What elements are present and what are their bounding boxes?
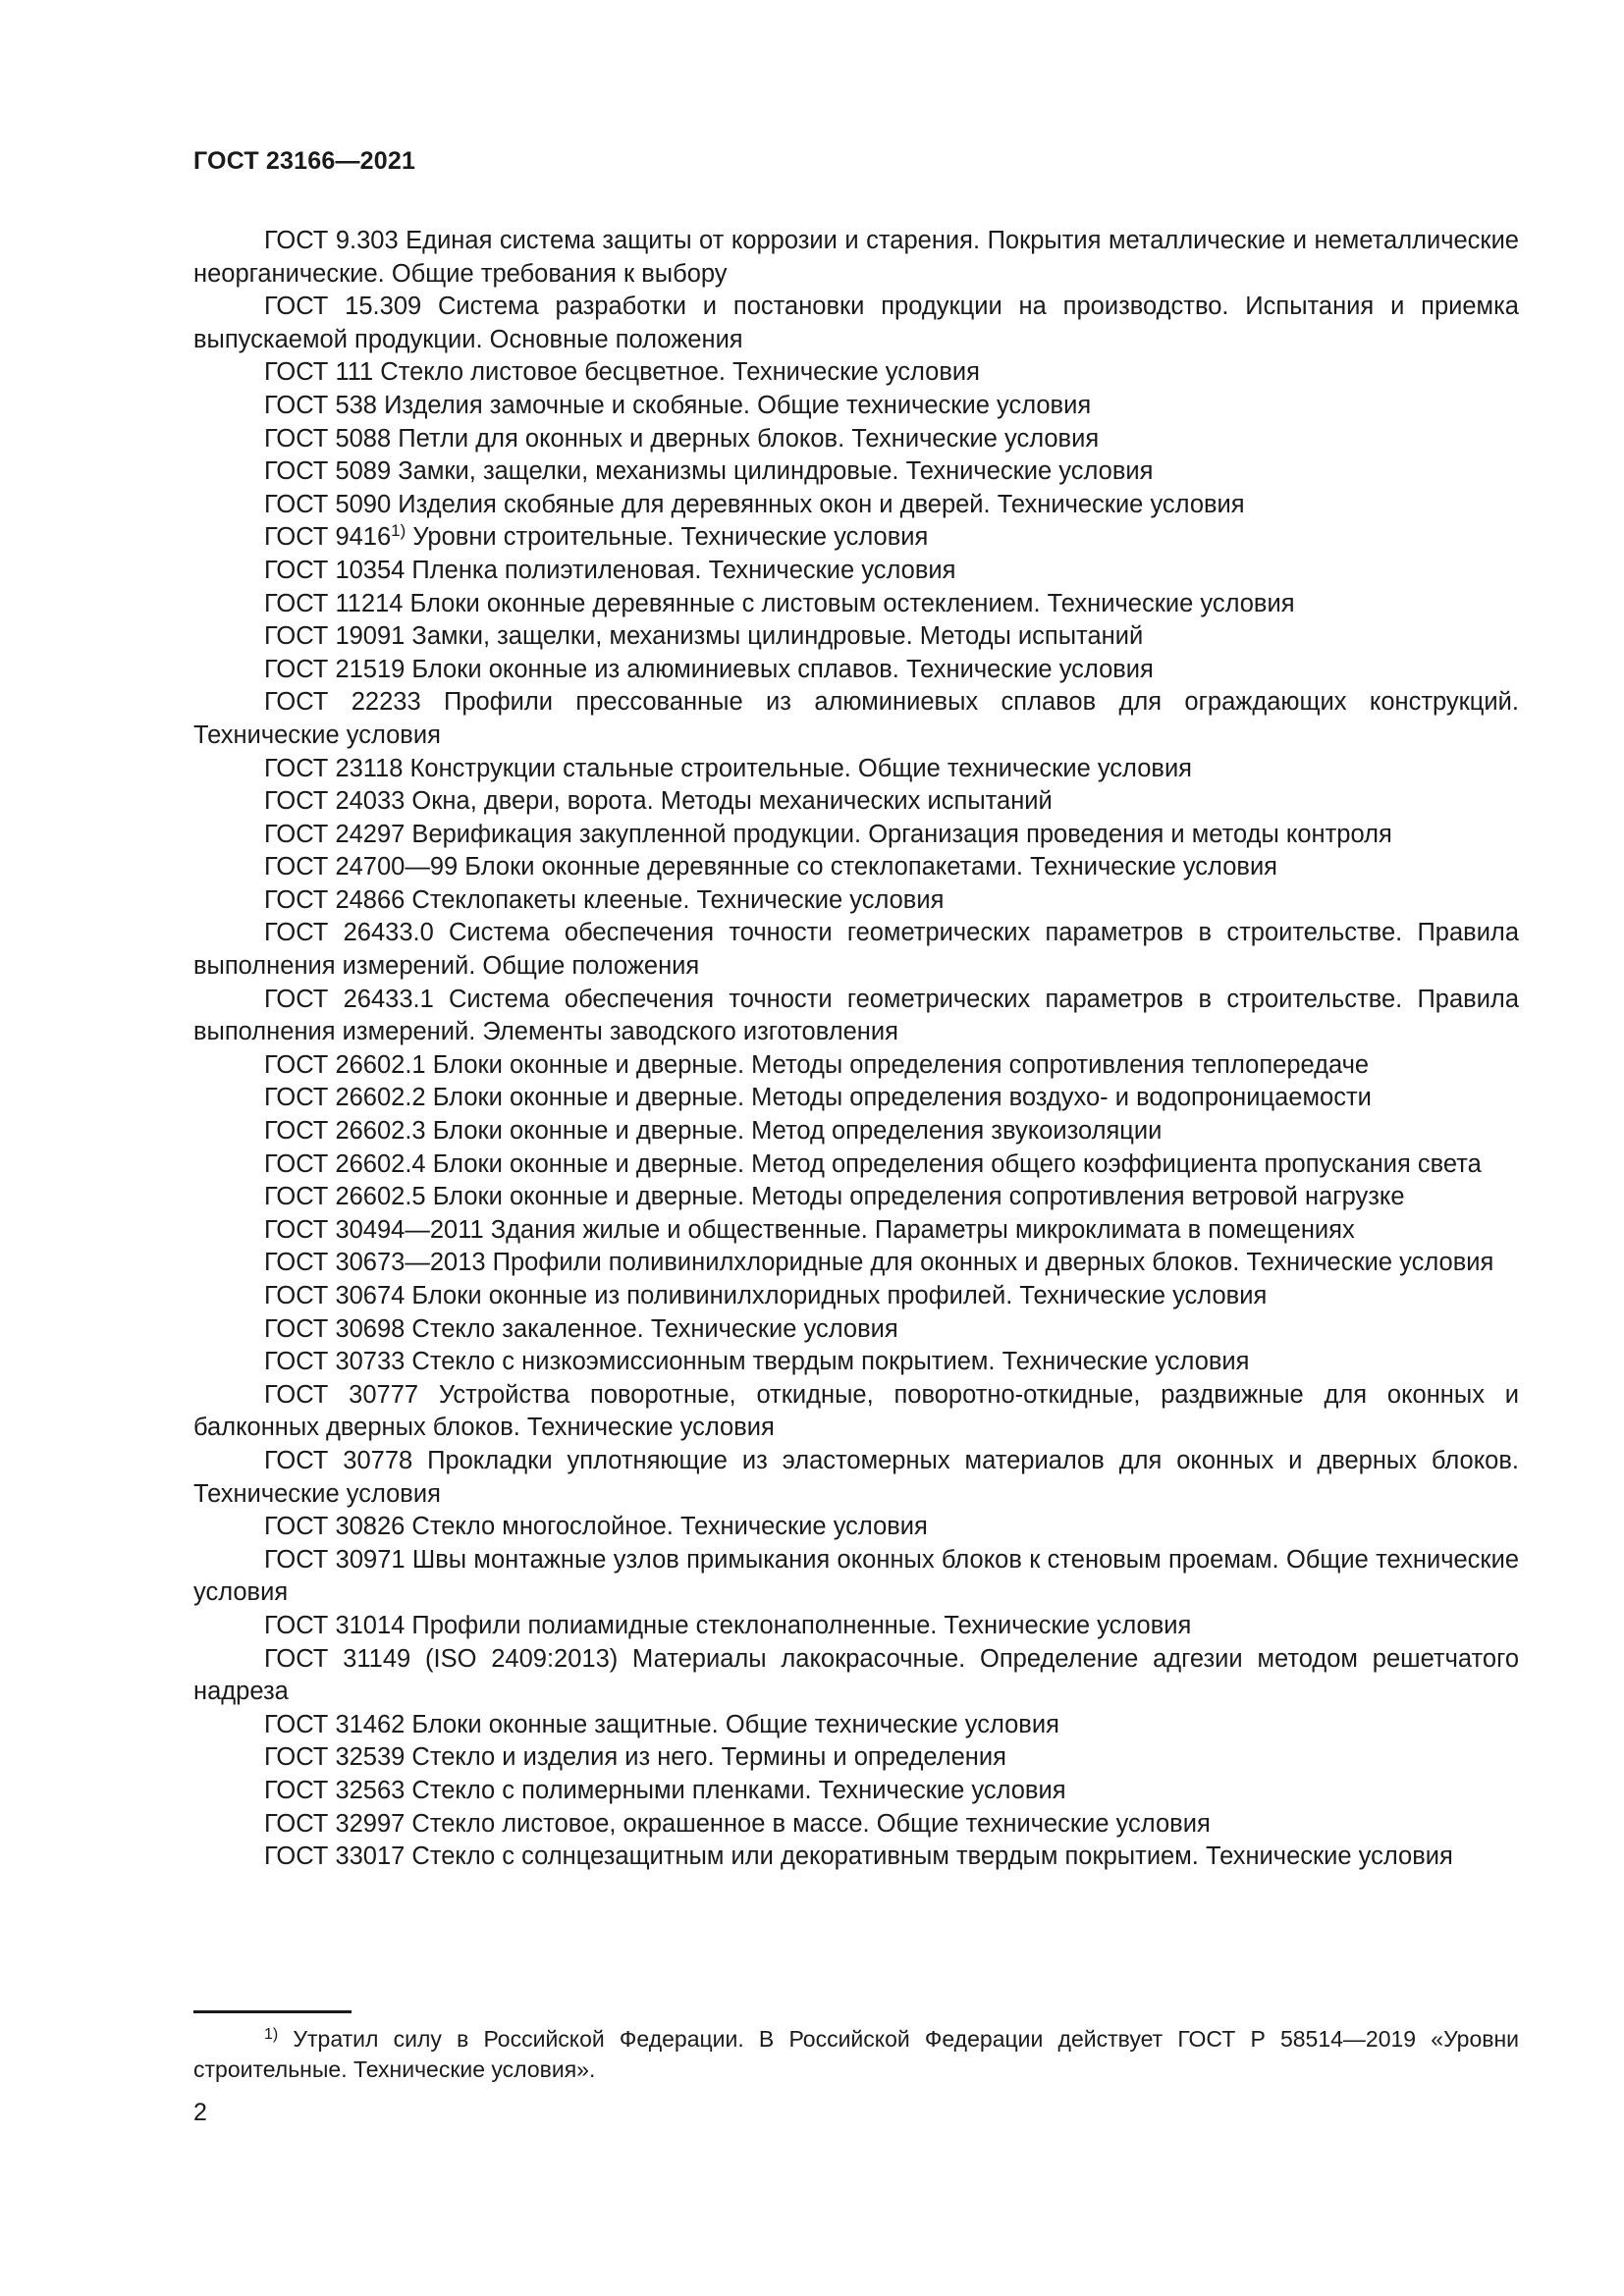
reference-text: ГОСТ 9.303 Единая система защиты от коррозии и старения. Покрытия металлические и неметаллические неорганические. Общие требования к выбору [193,227,1519,288]
reference-text: ГОСТ 31149 (ISO 2409:2013) Материалы лакокрасочные. Определение адгезии методом решетчатого надреза [193,1644,1519,1706]
normative-references-list [193,225,1519,1874]
reference-item [193,1775,1519,1808]
reference-text: ГОСТ 15.309 Система разработки и постановки продукции на производство. Испытания и приемка выпускаемой продукции. Основные положения [193,293,1519,353]
reference-item [193,1379,1519,1445]
reference-text: ГОСТ 30777 Устройства поворотные, откидные, поворотно-откидные, раздвижные для оконных и балконных дверных блоков. Технические условия [193,1380,1519,1442]
reference-text: ГОСТ 24297 Верификация закупленной продукции. Организация проведения и методы контроля [264,820,1392,848]
reference-text: ГОСТ 32997 Стекло листовое, окрашенное в массе. Общие технические условия [264,1809,1211,1838]
reference-text: ГОСТ 23118 Конструкции стальные строительные. Общие технические условия [264,754,1192,782]
footnote-marker: 1) [264,2026,279,2043]
reference-text: ГОСТ 30494—2011 Здания жилые и общественные. Параметры микроклимата в помещениях [264,1215,1355,1244]
reference-item [193,1148,1519,1182]
reference-item [193,1214,1519,1248]
reference-item [193,1544,1519,1610]
reference-item [193,1643,1519,1709]
reference-item [193,654,1519,687]
reference-item [193,785,1519,819]
reference-text: ГОСТ 11214 Блоки оконные деревянные с листовым остеклением. Технические условия [264,589,1295,617]
reference-text: ГОСТ 10354 Пленка полиэтиленовая. Технические условия [264,556,956,584]
standard-id-header: ГОСТ 23166—2021 [193,147,416,175]
reference-text: ГОСТ 26602.5 Блоки оконные и дверные. Методы определения сопротивления ветровой нагрузке [264,1183,1405,1211]
page-number: 2 [193,2099,207,2126]
reference-item [193,390,1519,423]
reference-item [193,423,1519,456]
reference-item [193,1247,1519,1280]
reference-item [193,1181,1519,1214]
reference-item [193,1280,1519,1313]
footnote-separator [193,2010,352,2013]
reference-item [193,884,1519,918]
reference-item [193,1115,1519,1148]
reference-item [193,225,1519,291]
reference-text: ГОСТ 9416 [264,523,392,552]
footnote-reference-marker: 1) [391,521,406,541]
reference-item [193,851,1519,884]
reference-item [193,620,1519,654]
reference-text: ГОСТ 30673—2013 Профили поливинилхлоридные для оконных и дверных блоков. Технические условия [264,1249,1494,1277]
reference-text: ГОСТ 30826 Стекло многослойное. Технические условия [264,1513,928,1541]
reference-item [193,455,1519,489]
reference-item [193,1808,1519,1842]
reference-text: ГОСТ 30971 Швы монтажные узлов примыкания оконных блоков к стеновым проемам. Общие технические условия [193,1545,1519,1607]
reference-text: ГОСТ 30698 Стекло закаленное. Технические условия [264,1314,898,1343]
reference-text: ГОСТ 21519 Блоки оконные из алюминиевых сплавов. Технические условия [264,655,1154,683]
reference-item [193,1511,1519,1544]
reference-item [193,521,1519,555]
reference-item [193,753,1519,786]
reference-item [193,588,1519,621]
reference-text: ГОСТ 24866 Стеклопакеты клееные. Технические условия [264,885,945,914]
reference-text: ГОСТ 32563 Стекло с полимерными пленками. Технические условия [264,1776,1066,1804]
reference-item [193,356,1519,390]
reference-item [193,1841,1519,1874]
reference-text: ГОСТ 30733 Стекло с низкоэмиссионным твердым покрытием. Технические условия [264,1348,1250,1376]
reference-text: ГОСТ 26602.2 Блоки оконные и дверные. Методы определения воздухо- и водопроницаемости [264,1084,1372,1112]
reference-item [193,555,1519,588]
reference-text: ГОСТ 22233 Профили прессованные из алюминиевых сплавов для ограждающих конструкций. Технические условия [193,688,1519,749]
reference-text: ГОСТ 30674 Блоки оконные из поливинилхлоридных профилей. Технические условия [264,1282,1268,1309]
reference-item [193,1082,1519,1115]
reference-text: ГОСТ 26602.3 Блоки оконные и дверные. Метод определения звукоизоляции [264,1117,1163,1146]
reference-item [193,984,1519,1049]
reference-text: ГОСТ 30778 Прокладки уплотняющие из эластомерных материалов для оконных и дверных блоков. Технические условия [193,1446,1519,1508]
reference-text: ГОСТ 26433.0 Система обеспечения точности геометрических параметров в строительстве. Правила выполнения измерений. Общие положения [193,919,1519,981]
reference-item [193,1741,1519,1775]
reference-text: ГОСТ 26433.1 Система обеспечения точности геометрических параметров в строительстве. Правила выполнения измерений. Элементы заводского изготовления [193,985,1519,1046]
reference-item [193,917,1519,983]
reference-text: ГОСТ 26602.1 Блоки оконные и дверные. Методы определения сопротивления теплопередаче [264,1050,1370,1079]
reference-text-continued: Уровни строительные. Технические условия [406,523,929,552]
reference-text: ГОСТ 31014 Профили полиамидные стеклонаполненные. Технические условия [264,1611,1192,1639]
reference-item [193,489,1519,522]
reference-text: ГОСТ 111 Стекло листовое бесцветное. Технические условия [264,358,980,387]
reference-text: ГОСТ 24033 Окна, двери, ворота. Методы механических испытаний [264,787,1053,816]
reference-item [193,1709,1519,1742]
reference-text: ГОСТ 31462 Блоки оконные защитные. Общие технические условия [264,1710,1059,1738]
reference-item [193,1346,1519,1379]
reference-text: ГОСТ 26602.4 Блоки оконные и дверные. Метод определения общего коэффициента пропускания света [264,1149,1482,1178]
reference-text: ГОСТ 32539 Стекло и изделия из него. Термины и определения [264,1743,1006,1772]
footnote-text: Утратил силу в Российской Федерации. В Российской Федерации действует ГОСТ Р 58514—2019 «Уровни строительные. Технические условия». [193,2026,1519,2082]
reference-item [193,1049,1519,1083]
reference-text: ГОСТ 19091 Замки, защелки, механизмы цилиндровые. Методы испытаний [264,622,1144,651]
reference-item [193,1610,1519,1643]
reference-item [193,686,1519,752]
reference-text: ГОСТ 5090 Изделия скобяные для деревянных окон и дверей. Технические условия [264,490,1245,518]
reference-text: ГОСТ 24700—99 Блоки оконные деревянные со стеклопакетами. Технические условия [264,853,1277,881]
reference-text: ГОСТ 538 Изделия замочные и скобяные. Общие технические условия [264,391,1092,419]
reference-text: ГОСТ 33017 Стекло с солнцезащитным или декоративным твердым покрытием. Технические условия [264,1842,1453,1871]
reference-item [193,1445,1519,1511]
footnote [193,2024,1519,2085]
reference-text: ГОСТ 5089 Замки, защелки, механизмы цилиндровые. Технические условия [264,457,1154,486]
reference-item [193,1313,1519,1347]
reference-text: ГОСТ 5088 Петли для оконных и дверных блоков. Технические условия [264,424,1100,453]
reference-item [193,291,1519,356]
reference-item [193,819,1519,852]
